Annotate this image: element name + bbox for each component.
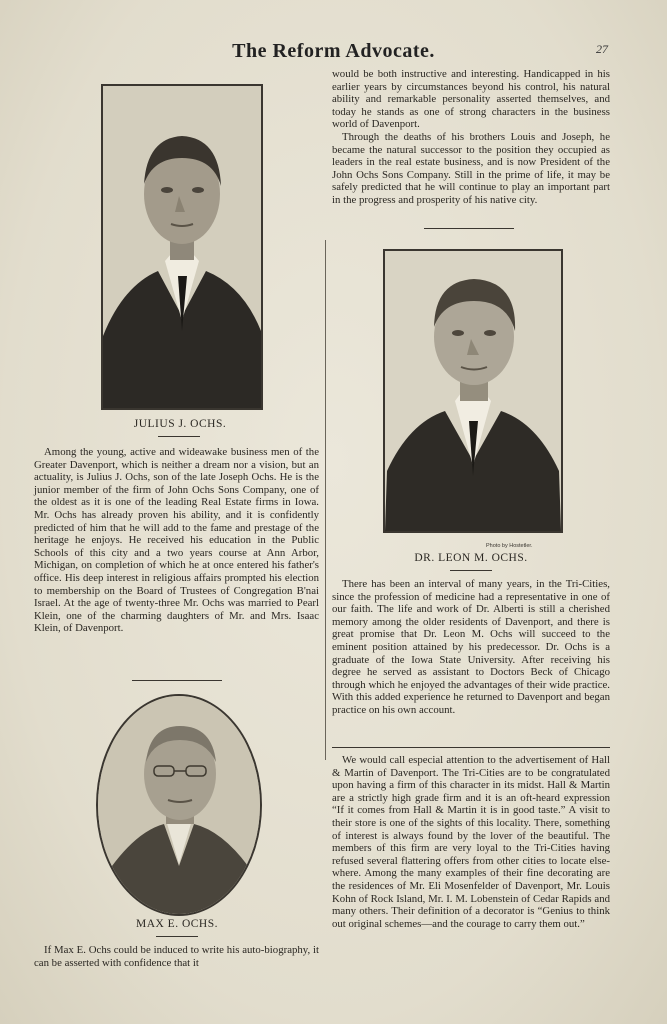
caption-divider [158,436,200,437]
leon-paragraph: There has been an interval of many years, in the Tri-Cities, since the profession of medicine had a representative in one of our faith. The life and work of Dr. Alberti is still a cherished memory among the older residents of Davenport, and there is great promise that Dr. Leon M. Ochs will succeed to the eminent position attained by his predecessor. Dr. Ochs is a graduate of the Iowa State University. After receiving his degree he served as assistant to Doctors Beck of Chicago through which he enjoyed the advantages of their wide practice. With this added experience he returned to Davenport and began practice on his own account. [332,578,610,716]
max-paragraph-start: If Max E. Ochs could be induced to write his auto-biography, it can be asserted with confidence that it [34,944,319,969]
max-article-start [34,944,319,969]
max-paragraph-cont-1: would be both instructive and interesting. Handicapped in his earlier years by circumstances beyond his control, his natural ability and remarkable personality asserted themselves, and today he stands as one of strong characters in the business world of Davenport. [332,68,610,131]
page-number: 27 [596,42,608,56]
leon-article [332,578,610,717]
section-divider [132,680,222,681]
hall-martin-paragraph: We would call especial attention to the advertisement of Hall & Martin of Davenport. The Tri-Cities are to be congratulated upon having a firm of this character in its midst. Hall & Martin are a strictly high grade firm and it is an oft-heard expression “If it comes from Hall & Martin it is in good taste.” A visit to their store is one of the sights of this locality. There, something of interest is always found by the lover of the beautiful. The members of this firm are very loyal to the Tri-Cities having refused several flattering offers from other cities to locate else-where. Among the many examples of their fine decorating are the residences of Mr. Eli Mosenfelder of Davenport, Mr. Louis Kohn of Rock Island, Mr. I. M. Lobenstein of Cedar Rapids and many others. Their definition of a decorator is “Genius to think out original schemes—and the courage to carry them out.” [332,754,610,930]
hall-martin-notice [332,754,610,930]
portrait-illustration [103,86,261,408]
section-divider [424,228,514,229]
masthead-title: The Reform Advocate. [232,40,435,62]
portrait-illustration [385,251,561,531]
caption-divider [450,570,492,571]
leon-ochs-photo [383,249,563,533]
max-article-continued [332,68,610,207]
max-paragraph-cont-2: Through the deaths of his brothers Louis and Joseph, he became the natural successor to the position they occupied as leaders in the real estate business, and is now President of the John Ochs Sons Company. Still in the prime of life, it may be safely predicted that he will continue to play an important part in the progress and prosperity of his native city. [332,130,610,206]
julius-caption: JULIUS J. OCHS. [133,418,227,430]
portrait-illustration [98,696,260,914]
caption-divider [156,936,198,937]
max-caption: MAX E. OCHS. [135,918,219,930]
leon-caption: DR. LEON M. OCHS. [414,552,528,564]
photo-credit: Photo by Hostetler. [486,543,533,549]
julius-paragraph: Among the young, active and wideawake business men of the Greater Davenport, which is neither a dream nor a vision, but an actuality, is Julius J. Ochs, son of the late Joseph Ochs. He is the junior member of the firm of John Ochs Sons Company, one of the oldest as it is one of the leading Real Estate firms in Iowa. Mr. Ochs has already proven his ability, and it is confidently predicted of him that he will add to the fame and prestage of the heritage he enjoys. He received his education in the Public Schools of this city and a two years course at Ann Arbor, Michigan, on completion of which he at once entered his father's office. His deep interest in religious affairs prompted his election to membership on the Board of Trustees of Congregation B'nai Israel. At the age of twenty-three Mr. Ochs was married to Pearl Klein, one of the charming daughters of Mr. and Mrs. Isaac Klein, of Davenport. [34,446,319,635]
julius-article [34,446,319,635]
max-ochs-photo [96,694,262,916]
column-divider [325,240,326,760]
section-divider [332,747,610,748]
julius-ochs-photo [101,84,263,410]
